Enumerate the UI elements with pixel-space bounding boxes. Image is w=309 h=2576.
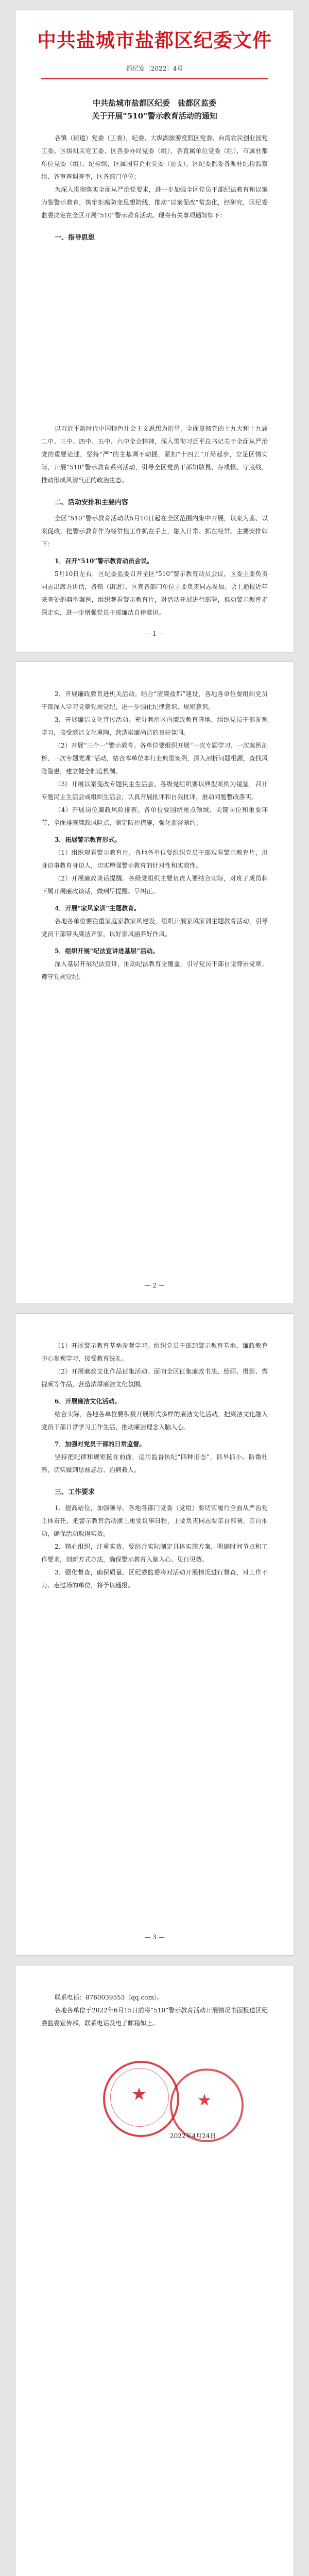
paragraph-3-6: 2．精心组织，注重实效。要结合实际制定具体实施方案，明确时间节点和工作要求，创新方式方法，确保警示教育入脑入心、见行见效。: [41, 1543, 268, 1563]
section-heading-2: 二、活动安排和主要内容: [55, 499, 129, 506]
paragraph-3-3: 结合实际，各地各单位要积极开展形式多样的廉洁文化活动，把廉洁文化融入党员干部日常学习工作生活，推动廉洁理念入脑入心。: [41, 1411, 268, 1431]
paragraph-3-4: 坚持把纪律和规矩挺在前面，运用监督执纪“四种形态”，抓早抓小、防微杜渐，切实做到惩前毖后、治病救人。: [41, 1453, 268, 1473]
notice-title-line-1: 中共盐城市盐都区纪委 盐都区监委: [92, 98, 216, 108]
page1-body: [41, 97, 268, 247]
item-3-title: 3．拓展警示教育形式。: [55, 836, 121, 843]
document-header-title: 中共盐城市盐都区纪委文件: [37, 29, 272, 52]
page3-body: [41, 1340, 268, 1592]
page-number: — 3 —: [144, 1934, 165, 1941]
document-page-4: [15, 1965, 294, 2576]
paragraph-3-1: （1）开展警示教育基地参观学习。组织党员干部到警示教育基地、廉政教育中心参观学习，接受教育洗礼。: [41, 1342, 268, 1362]
paragraph-2-1: 2．开展廉政教育进机关活动。结合“清廉盐都”建设，各地各单位要组织党员干部深入学习党章党规党纪，进一步强化纪律意识、规矩意识。: [41, 690, 268, 710]
item-7-title: 7．加强对党员干部的日常监督。: [55, 1440, 146, 1448]
paragraph-2-5: （4）开展岗位廉政风险排查。各单位要围绕重点领域、关键岗位和重要环节，全面排查廉政风险点，制定防控措施，强化监督制约。: [41, 806, 268, 826]
contact-paragraph: 联系电话：8760039553（qq.com）。: [55, 1994, 163, 2001]
recipients-paragraph: 各镇（街道）党委（工委），纪委、大纵湖旅游度假区党委、台湾农民创业园党工委、区级机关党工委，区各委办局党委（组），各直属单位党委（组），市属驻都单位党委（组）、纪检组，区属国有企业党委（总支），区纪委监委各派驻纪检监察组、各审查调查室，区各部门单位：: [41, 134, 268, 180]
red-divider-line: [41, 78, 268, 79]
guiding-ideology-paragraph: 以习近平新时代中国特色社会主义思想为指导，全面贯彻党的十九大和十九届二中、三中、四中、五中、六中全会精神，深入贯彻习近平总书记关于全面从严治党的重要论述，坚持“严”的主基调不动摇，紧扣“十四五”开局起步，立足区情实际，开展“510”警示教育系列活动，引导全区党员干部知敬畏、存戒惧、守底线，推动形成风清气正的政治生态。: [41, 425, 268, 484]
paragraph-2-2: 3．开展廉洁文化宣传活动。充分利用区内廉政教育阵地，组织党员干部参观学习，接受廉洁文化熏陶，营造崇廉尚洁的良好氛围。: [41, 716, 268, 736]
document-page-3: [15, 1314, 294, 1955]
item-4-title: 4．开展“家风家训”主题教育。: [55, 905, 141, 912]
submission-paragraph: 各地各单位于2022年6月15日前将“510”警示教育活动开展情况书面报送区纪委监委宣传部，联系电话及电子邮箱如上。: [41, 2007, 268, 2027]
page4-body: [41, 1991, 268, 2030]
activity-intro-paragraph: 全区“510”警示教育活动从5月10日起在全区范围内集中开展，以案为鉴、以案促改，把警示教育作为经常性工作抓在手上，融入日常、抓在经常。主要安排如下：: [41, 515, 268, 548]
document-page-2: [15, 662, 294, 1303]
paragraph-2-9: 深入基层开展纪法宣讲，推动纪法教育全覆盖，引导党员干部自觉尊崇党章、遵守党规党纪。: [41, 960, 268, 980]
paragraph-2-7: （2）开展廉政谈话提醒。各级党组织主要负责人要结合实际，对班子成员和下属开展廉政谈话，做到早提醒、早纠正。: [41, 875, 268, 895]
item-1-title: 1．召开“510”警示教育动员会议。: [55, 557, 153, 565]
signature-date: 2022年4月24日: [170, 2132, 216, 2140]
item-6-title: 6．开展廉洁文化活动。: [55, 1398, 121, 1405]
paragraph-2-6: （1）组织观看警示教育片。各地各单位要组织党员干部观看警示教育片，用身边事教育身边人，切实增强警示教育的针对性和实效性。: [41, 849, 268, 869]
item-5-title: 5．组织开展“纪法宣讲进基层”活动。: [55, 947, 159, 955]
page-number: — 2 —: [144, 1282, 165, 1289]
section-heading-3: 三、工作要求: [55, 1488, 95, 1496]
section-heading-1: 一、指导思想: [55, 234, 95, 242]
document-number: 都纪发〔2022〕4号: [126, 65, 183, 72]
seal-star-icon: ★: [131, 2084, 147, 2105]
page-number: — 1 —: [144, 630, 165, 637]
seal-star-icon: ★: [197, 2090, 212, 2110]
paragraph-2-8: 各地各单位要注重家庭家教家风建设，组织开展家风家训主题教育活动，引导党员干部带头廉洁齐家，以好家风涵养好作风。: [41, 918, 268, 938]
paragraph-2-3: （2）开展“三个一”警示教育。各单位要组织开展“一次专题学习、一次案例剖析、一次专题党课”活动，结合本单位本行业典型案例，深入剖析问题根源，查找风险隐患，建立健全制度机制。: [41, 742, 268, 775]
page1-lower-body: [41, 422, 268, 619]
notice-title-line-2: 关于开展“510”警示教育活动的通知: [92, 111, 217, 121]
document-page-1: [15, 10, 294, 652]
paragraph-3-5: 1．提高站位，加强领导。各地各部门党委（党组）要切实履行全面从严治党主体责任，把警示教育活动摆上重要议事日程，主要负责同志要亲自部署、亲自推动，确保活动取得实效。: [41, 1504, 268, 1537]
page2-body: [41, 688, 268, 984]
item-1-body: 5月10日左右，区纪委监委召开全区“510”警示教育动员会议，区委主要负责同志出席并讲话，各镇（街道）、区直各部门单位主要负责同志参加。会上通报近年来查处的典型案例，组织观看警示教育片，对活动开展进行部署，推动警示教育走深走实，进一步增强党员干部廉洁自律意识。: [41, 570, 268, 616]
paragraph-3-2: （2）开展廉政文化作品征集活动。面向全区征集廉政书法、绘画、摄影、微视频等作品，营造浓厚廉洁文化氛围。: [41, 1368, 268, 1388]
paragraph-2-4: （3）开展以案促改专题民主生活会。各级党组织要以典型案例为镜鉴，召开专题民主生活会或组织生活会，认真开展批评和自我批评，推动问题整改落实。: [41, 781, 268, 801]
paragraph-3-7: 3．强化督查，确保质量。区纪委监委将对活动开展情况进行督查，对工作不力、走过场的单位，将予以通报。: [41, 1569, 268, 1589]
intro-paragraph: 为深入贯彻落实全面从严治党要求，进一步加强全区党员干部纪法教育和以案为鉴警示教育，筑牢拒腐防变思想防线，推动“以案促改”常态化，经研究，区纪委监委决定在全区开展“510”警示教育活动。现将有关事项通知如下：: [41, 186, 268, 219]
